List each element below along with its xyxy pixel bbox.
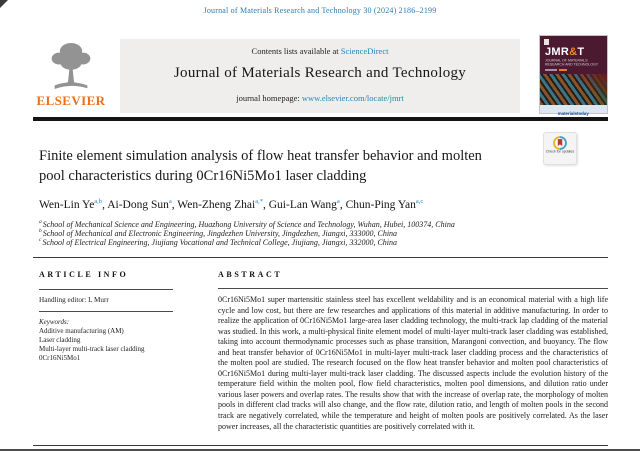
article-info-heading: ARTICLE INFO [39, 270, 129, 279]
author-sep: , [171, 199, 178, 211]
contents-line-prefix: Contents lists available at [251, 46, 341, 56]
journal-homepage-link[interactable]: www.elsevier.com/locate/jmrt [301, 93, 404, 103]
section-divider-bottom [33, 445, 608, 446]
abstract-column [218, 270, 608, 432]
author [269, 199, 346, 211]
cover-logo-post: T [577, 46, 585, 58]
cover-artwork-image [540, 74, 607, 105]
cover-logo [545, 46, 584, 58]
author-name: Wen-Zheng Zhai [177, 199, 256, 211]
author-sup[interactable]: a [336, 198, 340, 206]
affiliation-sup: c [39, 237, 42, 244]
cover-logo-pre: JMR [545, 46, 570, 58]
abstract-heading: ABSTRACT [218, 270, 283, 279]
keyword: 0Cr16Ni5Mo1 [39, 354, 81, 363]
handling-editor: Handling editor: L Murr [39, 296, 109, 304]
masthead-divider-bar [33, 117, 608, 121]
affiliation-text: School of Electrical Engineering, Jiujiang Vocational and Technical College, Jiujiang, Jiangxi, 332000, China [42, 238, 397, 247]
author-name: Ai-Dong Sun [107, 199, 169, 211]
affiliations [39, 220, 599, 247]
author [346, 199, 424, 211]
crossmark-icon [544, 136, 576, 150]
affiliation-text: School of Mechanical and Electronic Engineering, Jingdezhen University, Jingdezhen, Jiangxi, 333000, China [42, 229, 398, 238]
author [177, 199, 268, 211]
author [39, 199, 107, 211]
author-sep: , [263, 199, 269, 211]
article-info-rule-1 [39, 289, 173, 290]
affiliation-text: School of Mechanical Science and Engineering, Huazhong University of Science and Technology, Wuhan, Hubei, 100374, China [42, 220, 455, 229]
affiliation-b [39, 229, 599, 238]
author-name: Chun-Ping Yan [345, 199, 416, 211]
keyword: Multi-layer multi-track laser cladding [39, 345, 145, 354]
cover-footer-bar [540, 105, 607, 116]
author-sup[interactable]: a,b [94, 198, 103, 206]
page-header-citation: Journal of Materials Research and Technology 30 (2024) 2186–2199 [203, 6, 437, 15]
affiliation-a [39, 220, 599, 229]
author-name: Gui-Lan Wang [268, 199, 337, 211]
homepage-line [120, 93, 520, 103]
check-for-updates-label: Check for updates [545, 150, 575, 154]
affiliation-sup: b [39, 228, 42, 235]
contents-line [120, 46, 520, 56]
sciencedirect-link[interactable]: ScienceDirect [340, 46, 389, 56]
cover-meta-strip [545, 69, 575, 71]
journal-banner [120, 39, 520, 113]
affiliation-sup: a [39, 219, 42, 226]
elsevier-logo[interactable] [33, 40, 109, 116]
article-title: Finite element simulation analysis of flow heat transfer behavior and molten pool characteristics during 0Cr16Ni5Mo1 laser cladding [39, 148, 482, 184]
keyword: Additive manufacturing (AM) [39, 327, 124, 336]
elsevier-tree-icon [33, 40, 109, 92]
author-sup[interactable]: a,c [415, 198, 424, 206]
check-for-updates-badge[interactable] [543, 132, 577, 165]
article-info-column [39, 270, 185, 362]
section-divider-top [33, 257, 608, 258]
author-sup[interactable]: a [168, 198, 172, 206]
journal-cover-thumbnail[interactable] [540, 36, 607, 116]
author-sup[interactable]: a,* [255, 198, 263, 206]
cover-footer-text: materialstoday [557, 111, 590, 116]
author-line [39, 199, 579, 211]
cover-logo-amp: & [569, 46, 578, 58]
abstract-text: 0Cr16Ni5Mo1 super martensitic stainless steel has excellent weldability and is an economical material with a high life cycle and low cost, but there are few researches and applications of this material in additive manufacturing. In order to realize the application of 0Cr16Ni5Mo1 large-area laser cladding technology, the multi-track lap cladding of the material was studied. In this work, a multi-physical finite element model of multi-layer multi-track laser cladding was established, taking into account thermodynamic processes such as phase transition, Marangoni convection, and buoyancy. The flow and heat transfer behavior of 0Cr16Ni5Mo1 in multi-layer multi-track laser cladding process and the characteristics of the molten pool are studied. The research focused on the flow heat transfer behavior and molten pool characteristics of 0Cr16Ni5Mo1 during multi-layer multi-track laser cladding. The discussed aspects include the evolution history of the temperature field within the molten pool, flow field characteristics, molten pool dimensions, and dilution ratio under various laser powers and overlap rates. The results show that with the increase of overlap rate, the morphology of molten pools in different clad tracks will also change, and the flow rate, dilution ratio, and length of molten pools in the second track are negatively correlated, while the temperature and height of molten pools are positively correlated. As the laser power increases, all the characteristic quantities are positively correlated with it. [218, 295, 608, 431]
cover-subtitle: JOURNAL OF MATERIALS RESEARCH AND TECHNOLOGY [545, 59, 599, 67]
author-name: Wen-Lin Ye [39, 199, 95, 211]
abstract-rule [218, 288, 608, 289]
elsevier-wordmark: ELSEVIER [36, 93, 106, 108]
author-sep: , [339, 199, 346, 211]
author-sep: , [102, 199, 108, 211]
affiliation-c [39, 238, 599, 247]
author [107, 199, 177, 211]
journal-banner-title: Journal of Materials Research and Technology [173, 65, 467, 81]
keyword: Laser cladding [39, 336, 81, 345]
homepage-line-prefix: journal homepage: [236, 93, 302, 103]
cover-publisher-mark [544, 39, 549, 45]
article-info-rule-2 [39, 311, 173, 312]
keywords-label: Keywords: [39, 318, 70, 326]
